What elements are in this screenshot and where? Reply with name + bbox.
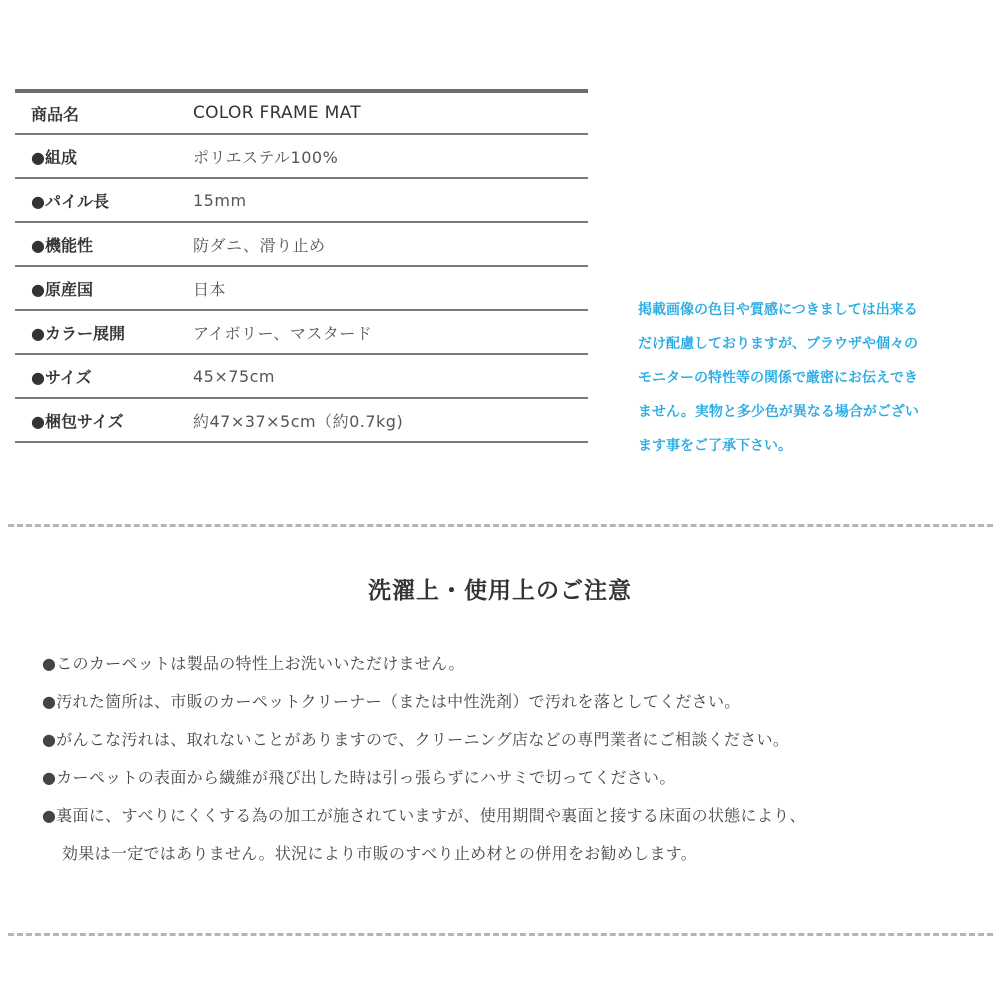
color-disclaimer-note xyxy=(638,293,993,463)
care-item-text: ●このカーペットは製品の特性上お洗いいただけません。 xyxy=(42,654,465,673)
spec-label: ●サイズ xyxy=(31,367,92,387)
spec-label: ●梱包サイズ xyxy=(31,411,124,431)
note-line: 掲載画像の色目や質感につきましては出来る xyxy=(638,302,918,318)
care-item xyxy=(42,645,982,683)
spec-label: 商品名 xyxy=(31,104,80,124)
note-line: モニターの特性等の関係で厳密にお伝えでき xyxy=(638,370,918,386)
dashed-divider-top xyxy=(8,524,993,527)
care-item xyxy=(42,759,982,797)
care-instructions-list xyxy=(42,645,982,873)
spec-label: ●カラー展開 xyxy=(31,323,125,343)
spec-label: ●パイル長 xyxy=(31,191,109,211)
spec-row-package-size xyxy=(15,399,588,443)
spec-row-colors xyxy=(15,311,588,355)
spec-row-size xyxy=(15,355,588,399)
spec-value: 45×75cm xyxy=(193,366,276,386)
spec-value: 防ダニ、滑り止め xyxy=(193,235,326,255)
spec-row-function xyxy=(15,223,588,267)
spec-table xyxy=(15,89,588,443)
care-section-title: 洗濯上・使用上のご注意 xyxy=(368,578,632,604)
spec-value: 約47×37×5cm（約0.7kg) xyxy=(193,411,404,431)
spec-label: ●組成 xyxy=(31,147,77,167)
care-item-text: ●汚れた箇所は、市販のカーペットクリーナー（または中性洗剤）で汚れを落としてください。 xyxy=(42,692,741,711)
care-item xyxy=(42,797,982,873)
dashed-divider-bottom xyxy=(8,933,993,936)
spec-value: アイボリー、マスタード xyxy=(193,323,373,343)
note-line: ません。実物と多少色が異なる場合がござい xyxy=(638,404,919,420)
spec-row-product-name xyxy=(15,89,588,135)
spec-value: COLOR FRAME MAT xyxy=(193,103,361,123)
spec-row-composition xyxy=(15,135,588,179)
care-item-text: ●カーペットの表面から繊維が飛び出した時は引っ張らずにハサミで切ってください。 xyxy=(42,768,676,787)
spec-label: ●原産国 xyxy=(31,279,93,299)
care-item-continuation: 効果は一定ではありません。状況により市販のすべり止め材との併用をお勧めします。 xyxy=(62,844,698,863)
spec-label: ●機能性 xyxy=(31,235,93,255)
spec-value: ポリエステル100% xyxy=(193,147,339,167)
spec-value: 日本 xyxy=(193,279,227,299)
spec-row-pile-length xyxy=(15,179,588,223)
spec-value: 15mm xyxy=(193,190,247,210)
care-item xyxy=(42,721,982,759)
spec-row-origin xyxy=(15,267,588,311)
care-item-text: ●がんこな汚れは、取れないことがありますので、クリーニング店などの専門業者にご相談ください。 xyxy=(42,730,790,749)
note-line: だけ配慮しておりますが、ブラウザや個々の xyxy=(638,336,918,352)
care-item xyxy=(42,683,982,721)
note-line: ます事をご了承下さい。 xyxy=(638,438,792,454)
care-item-text: ●裏面に、すべりにくくする為の加工が施されていますが、使用期間や裏面と接する床面の状態により、 xyxy=(42,806,806,825)
